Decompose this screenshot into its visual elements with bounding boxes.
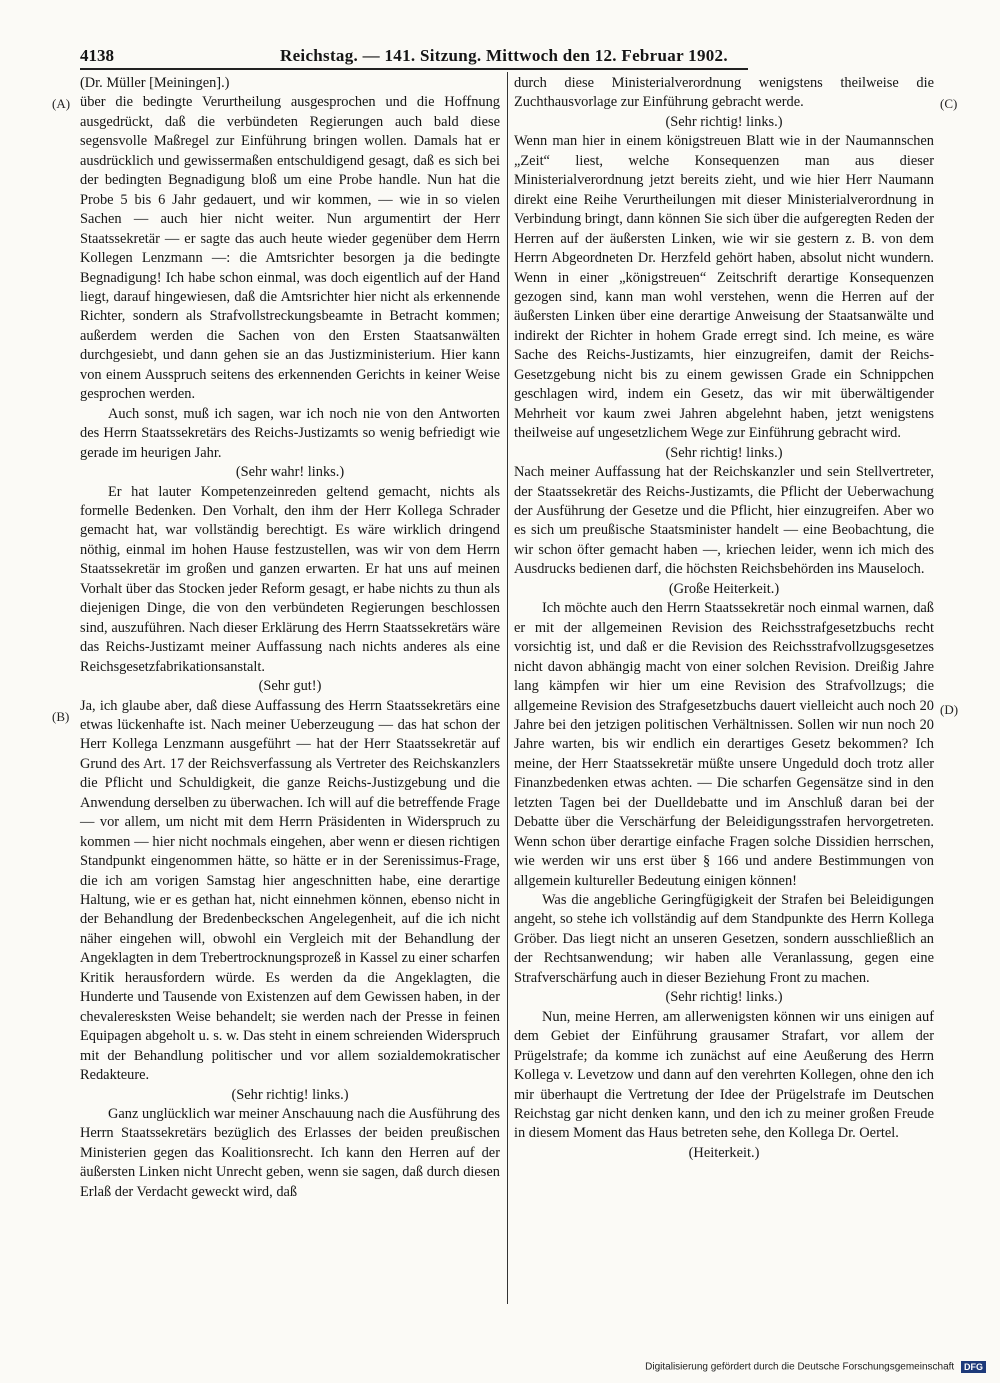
paragraph: Er hat lauter Kompetenzeinreden geltend gemacht, nichts als formelle Bedenken. Den Vorhalt, den ihm der Herr Kollega Schrader gemacht hat, war vollständig berechtigt. Es wäre wirklich dringend nöthig, einmal im hohen Hause festzustellen, was wir von dem Herrn Staatssekretär im großen und ganzen erwarten. Er hat uns auf meinen Vorhalt über das Stocken jeder Reform gesagt, er habe nichts zu thun als diejenigen Dinge, die von den verbündeten Regierungen beschlossen sind, auszuführen. Nach dieser Erklärung des Herrn Staatssekretärs wäre das Reichs-Justizamt meiner Auffassung nach nichts anderes als eine Reichsgesetzfabrikationsanstalt. [80,483,500,675]
header-rule [80,68,748,70]
paragraph: Wenn man hier in einem königstreuen Blatt wie in der Naumannschen „Zeit“ liest, welche Konsequenzen man aus dieser Ministerialverordnung jetzt bereits zieht, und wie hier Herr Naumann direkt eine Reihe Verurtheilungen mit dieser Ministerialverordnung in Verbindung bringt, dann können Sie sich über die aufgeregten Reden der Herren auf der äußersten Linken, wie wir sie gestern z. B. von dem Herrn Abgeordneten Dr. Herzfeld gehört haben, absolut nicht wundern. Wenn in einer „königstreuen“ Zeitschrift derartige Konsequenzen gezogen sind, kann man wohl verstehen, wenn die Herren auf der äußersten Linken über eine derartige Anweisung der Staatsanwälte und indirekt der Richter in hohem Grade erregt sind. Ich meine, es wäre Sache des Reichs-Justizamts, hier einzugreifen, damit der Reichs-Gesetzgebung nicht bis zu einem gewissen Grade ein Schnippchen geschlagen wird, indem ein Gesetz, das wir mit überwältigender Mehrheit vor kaum zwei Jahren abgelehnt haben, jetzt wenigstens theilweise auf ungesetzlichem Wege zur Einführung gebracht wird. [514,133,934,442]
paragraph: über die bedingte Verurtheilung ausgesprochen und die Hoffnung ausgedrückt, daß die verbündeten Regierungen auch bald diese segensvolle Maßregel zur Einführung bringen wollen. Damals hat er ausdrücklich und gewissermaßen entschuldigend gesagt, daß es sich bei der bedingten Begnadigung bloß um eine Probe handle. Nun hat die Probe 5 bis 6 Jahr gedauert, und wir kommen, — wie in so vielen Sachen — auch hier nicht weiter. Nun argumentirt der Herr Staatssekretär — er sagte das auch heute wieder gegenüber dem Herrn Kollegen Lenzmann —: die Amtsrichter besorgen ja die bedingte Begnadigung! Ich habe schon einmal, was doch eigentlich auf der Hand liegt, darauf hingewiesen, daß die Amtsrichter hier nicht als erkennende Richter, sondern als Strafvollstreckungsbeamte in Betracht kommen; außerdem werden die Sachen von den Ersten Staatsanwälten durchgesiebt, und dann gehen sie an das Justizministerium. Hier kann von einem Ausspruch seitens des erkennenden Gerichts in keiner Weise gesprochen werden. [80,94,500,403]
speaker-label: (Dr. Müller [Meiningen].) [80,75,230,91]
margin-mark-a: (A) [52,96,71,111]
interjection: (Heiterkeit.) [688,1144,760,1161]
page-number: 4138 [80,46,114,65]
paragraph: Nun, meine Herren, am allerwenigsten können wir uns einigen auf dem Gebiet der Einführung grausamer Strafart, vor allem der Prügelstrafe; da komme ich zunächst auf eine Aeußerung des Herrn Kollega v. Levetzow und dann auf den verehrten Kollegen, ohne den ich mir überhaupt die Vertretung der Idee der Prügelstrafe im Deutschen Reichstag gar nicht denken kann, und den ich zu meiner großen Freude in diesem Moment das Haus betreten sehe, den Kollega Dr. Oertel. [514,1008,934,1142]
interjection: (Sehr richtig! links.) [665,989,783,1006]
paragraph: durch diese Ministerialverordnung wenigstens theilweise die Zuchthausvorlage zur Einführung gebracht werde. [514,75,934,111]
paragraph: Ja, ich glaube aber, daß diese Auffassung des Herrn Staatssekretärs eine etwas lückenhafte ist. Nach meiner Ueberzeugung — das hat schon der Herr Kollega Lenzmann ausgeführt — hat der Herr Staatssekretär auf Grund des Art. 17 der Reichsverfassung als Vertreter des Reichskanzlers die Pflicht und Schuldigkeit, die ganze Reichs-Justizgebung und die Anwendung derselben zu überwachen. Ich will auf die betreffende Frage — vor allem, um nicht mit dem Herrn Präsidenten in Widerspruch zu kommen — hier nicht nochmals eingehen, aber wenn er diesen richtigen Standpunkt eingenommen hätte, so hätte er in der Serenissimus-Frage, die ich am vorigen Samstag hier angeschnitten habe, eine derartige Haltung, wie er es gethan hat, nicht einnehmen können, ebenso nicht in der Behandlung der Bredenbeckschen Angelegenheit, auf die ich nicht näher eingehen will, obwohl ein Vergleich mit der Behandlung der Angeklagten in dem Trebertrocknungsprozeß in Kassel zu einer scharfen Kritik herausfordern würde. Es werden da die Angeklagten, die Hunderte und Tausende von Existenzen auf dem Gewissen haben, in der chevaleresksten Weise behandelt; sie werden nach der Presse in feinen Equipagen abgeholt u. s. w. Das steht in einem schreienden Widerspruch mit der Behandlung politischer und vor allem sozialdemokratischer Redakteure. [80,697,500,1084]
right-column [514,74,934,1163]
interjection: (Sehr richtig! links.) [231,1086,349,1103]
interjection: (Sehr gut!) [258,678,322,695]
paragraph: Ganz unglücklich war meiner Anschauung nach die Ausführung des Herrn Staatssekretärs bezüglich des Erlasses der beiden preußischen Ministerien gegen das Koalitionsrecht. Ich kann den Herren auf der äußersten Linken nicht Unrecht geben, wenn sie sagen, daß durch diesen Erlaß der Verdacht geweckt wird, daß [80,1106,500,1200]
left-column [80,74,500,1202]
column-divider [507,72,508,1304]
paragraph: Nach meiner Auffassung hat der Reichskanzler und sein Stellvertreter, der Staatssekretär des Reichs-Justizamts, die Pflicht der Ueberwachung der Ausführung der Gesetze und die Pflicht, hier einzugreifen. Aber wo es sich um preußische Staatsminister handelt — eine Beobachtung, die wir schon öfter gemacht haben —, kriechen leider, wenn ich mich des Ausdrucks bedienen darf, die höchsten Reichsbehörden ins Mauseloch. [514,464,934,578]
paragraph: Auch sonst, muß ich sagen, war ich noch nie von den Antworten des Herrn Staatssekretärs des Reichs-Justizamts so wenig befriedigt wie gerade im heurigen Jahr. [80,405,500,461]
margin-mark-d: (D) [940,702,959,717]
funding-credit: Digitalisierung gefördert durch die Deutsche Forschungsgemeinschaft [645,1361,955,1373]
paragraph: Was die angebliche Geringfügigkeit der Strafen bei Beleidigungen angeht, so stehe ich vollständig auf dem Standpunkte des Herrn Kollega Gröber. Das liegt nicht an unseren Gesetzen, sondern ausschließlich an der Rechtsanwendung; wir haben alle Veranlassung, gegen eine Strafverschärfung auch in dieser Beziehung Front zu machen. [514,892,934,986]
running-title: Reichstag. — 141. Sitzung. Mittwoch den 12. Februar 1902. [280,46,728,65]
margin-mark-b: (B) [52,709,70,724]
paragraph: Ich möchte auch den Herrn Staatssekretär noch einmal warnen, daß er mit der allgemeinen Revision des Reichsstrafgesetzbuchs recht vorsichtig ist, und daß er die Revision des Reichsstrafvollzugsgesetzes nicht davon abhängig macht von einer solchen Revision. Dreißig Jahre lang kämpfen wir hier um eine Revision des Strafvollzugs; die allgemeine Revision des Strafgesetzbuchs dauert vielleicht auch noch 20 Jahre bei den jetzigen politischen Verhältnissen. Sollen wir nun noch 20 Jahre warten, bis wir endlich ein derartiges Gesetz bekommen? Ich meine, der Herr Staatssekretär müßte unsere Ungeduld doch trotz aller Finanzbedenken etwas achten. — Die scharfen Gegensätze sind in den letzten Tagen bei der Duelldebatte und im Anschluß daran bei der Debatte über die Verschärfung der Beleidigungsstrafen hervorgetreten. Wenn schon über derartige einfache Fragen solche Dissidien herrschen, wie werden wir uns erst über § 166 und andere Bestimmungen von allgemein kultureller Bedeutung einigen können! [514,600,934,889]
interjection: (Sehr wahr! links.) [235,464,345,481]
interjection: (Große Heiterkeit.) [668,580,780,597]
margin-mark-c: (C) [940,96,958,111]
interjection: (Sehr richtig! links.) [665,444,783,461]
page-header [80,40,748,68]
interjection: (Sehr richtig! links.) [665,113,783,130]
footer-credit [600,1361,986,1375]
dfg-logo: DFG [961,1361,986,1373]
